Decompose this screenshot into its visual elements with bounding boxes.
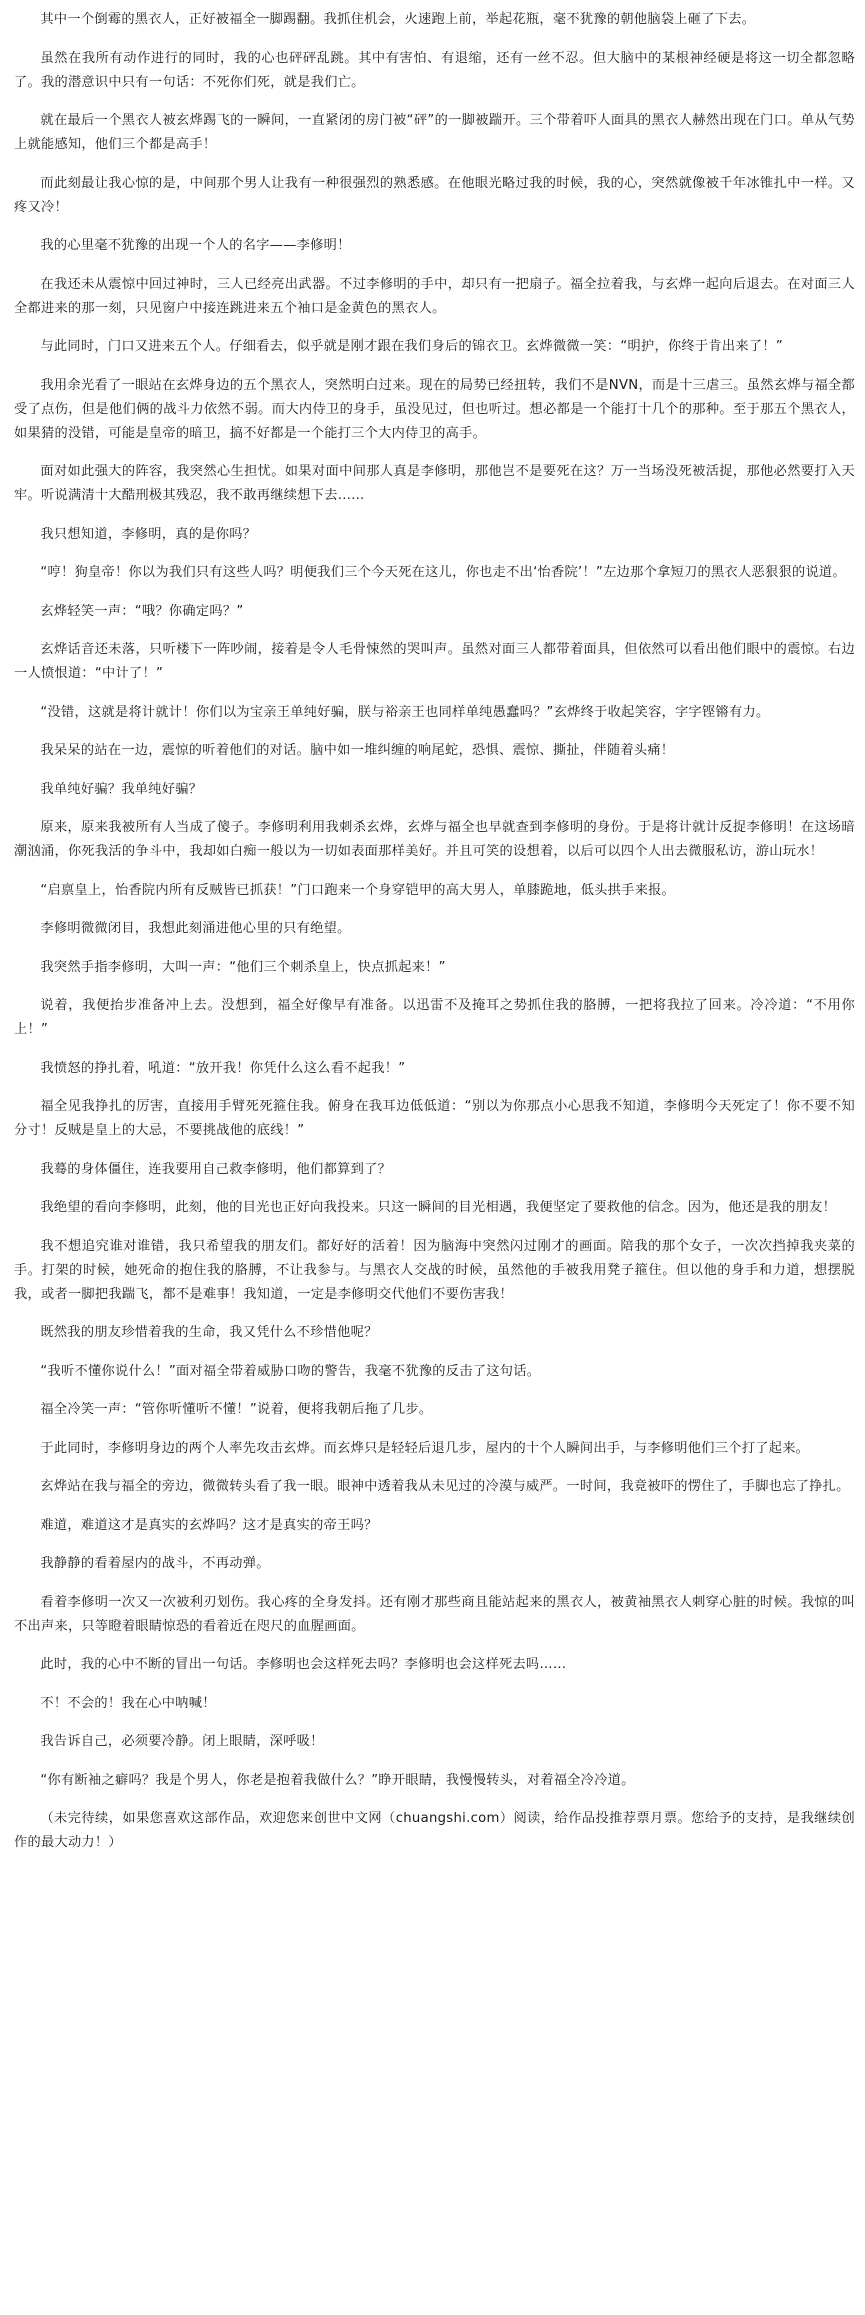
- paragraph: 而此刻最让我心惊的是，中间那个男人让我有一种很强烈的熟悉感。在他眼光略过我的时候，我的心，突然就像被千年冰锥扎中一样。又疼又冷！: [14, 175, 855, 215]
- paragraph: 说着，我便抬步准备冲上去。没想到，福全好像早有准备。以迅雷不及掩耳之势抓住我的胳膊，一把将我拉了回来。冷冷道：“不用你上！”: [14, 998, 855, 1037]
- paragraph: 虽然在我所有动作进行的同时，我的心也砰砰乱跳。其中有害怕、有退缩，还有一丝不忍。但大脑中的某根神经硬是将这一切全都忽略了。我的潜意识中只有一句话：不死你们死，就是我们亡。: [14, 50, 855, 90]
- paragraph: 李修明微微闭目，我想此刻涌进他心里的只有绝望。: [40, 921, 351, 936]
- paragraph: “你有断袖之癖吗？我是个男人，你老是抱着我做什么？”睁开眼睛，我慢慢转头，对着福全冷冷道。: [40, 1772, 635, 1788]
- paragraph: 其中一个倒霉的黑衣人，正好被福全一脚踢翻。我抓住机会，火速跑上前，举起花瓶，毫不犹豫的朝他脑袋上砸了下去。: [40, 12, 756, 27]
- paragraph: 难道，难道这才是真实的玄烨吗？这才是真实的帝王吗？: [40, 1517, 378, 1533]
- paragraph: 就在最后一个黑衣人被玄烨踢飞的一瞬间，一直紧闭的房门被“砰”的一脚被踹开。三个带着吓人面具的黑衣人赫然出现在门口。单从气势上就能感知，他们三个都是高手！: [14, 113, 855, 152]
- paragraph: 我突然手指李修明，大叫一声：“他们三个刺杀皇上，快点抓起来！”: [40, 959, 446, 975]
- paragraph: 原来，原来我被所有人当成了傻子。李修明利用我刺杀玄烨，玄烨与福全也早就查到李修明的身份。于是将计就计反捉李修明！在这场暗潮汹涌，你死我活的争斗中，我却如白痴一般以为一切如表面那样美好。并且可笑的设想着，以后可以四个人出去微服私访，游山玩水！: [14, 820, 855, 859]
- paragraph: 玄烨站在我与福全的旁边，微微转头看了我一眼。眼神中透着我从未见过的冷漠与威严。一时间，我竟被吓的愣住了，手脚也忘了挣扎。: [40, 1479, 850, 1494]
- paragraph: 福全见我挣扎的厉害，直接用手臂死死箍住我。俯身在我耳边低低道：“别以为你那点小心思我不知道，李修明今天死定了！你不要不知分寸！反贼是皇上的大忌，不要挑战他的底线！”: [14, 1099, 855, 1138]
- paragraph: “启禀皇上，怡香院内所有反贼皆已抓获！”门口跑来一个身穿铠甲的高大男人，单膝跪地，低头拱手来报。: [40, 882, 676, 898]
- paragraph: “我听不懂你说什么！”面对福全带着威胁口吻的警告，我毫不犹豫的反击了这句话。: [40, 1363, 541, 1379]
- paragraph: 我呆呆的站在一边，震惊的听着他们的对话。脑中如一堆纠缠的响尾蛇，恐惧、震惊、撕扯，伴随着头痛！: [40, 743, 675, 758]
- paragraph: 此时，我的心中不断的冒出一句话。李修明也会这样死去吗？李修明也会这样死去吗……: [40, 1657, 567, 1672]
- paragraph: 我的心里毫不犹豫的出现一个人的名字——李修明！: [40, 238, 351, 253]
- paragraph: 与此同时，门口又进来五个人。仔细看去，似乎就是刚才跟在我们身后的锦衣卫。玄烨微微一笑：“明护，你终于肯出来了！”: [40, 339, 783, 354]
- paragraph: “哼！狗皇帝！你以为我们只有这些人吗？明便我们三个今天死在这儿，你也走不出‘怡香院’！”左边那个拿短刀的黑衣人恶狠狠的说道。: [40, 565, 846, 580]
- to-be-continued-note: （未完待续，如果您喜欢这部作品，欢迎您来创世中文网（chuangshi.com）阅读，给作品投推荐票月票。您给予的支持，是我继续创作的最大动力！）: [14, 1811, 855, 1850]
- paragraph: 我蓦的身体僵住，连我要用自己救李修明，他们都算到了？: [40, 1161, 392, 1177]
- paragraph: “没错，这就是将计就计！你们以为宝亲王单纯好骗，朕与裕亲王也同样单纯愚蠢吗？”玄烨终于收起笑容，字字铿锵有力。: [40, 704, 770, 720]
- paragraph: 面对如此强大的阵容，我突然心生担忧。如果对面中间那人真是李修明，那他岂不是要死在这？万一当场没死被活捉，那他必然要打入天牢。听说满清十大酷刑极其残忍，我不敢再继续想下去……: [14, 464, 855, 503]
- paragraph: 既然我的朋友珍惜着我的生命，我又凭什么不珍惜他呢？: [40, 1325, 378, 1340]
- paragraph: 于此同时，李修明身边的两个人率先攻击玄烨。而玄烨只是轻轻后退几步，屋内的十个人瞬间出手，与李修明他们三个打了起来。: [40, 1440, 810, 1456]
- paragraph: 我告诉自己，必须要冷静。闭上眼睛，深呼吸！: [40, 1734, 324, 1749]
- paragraph: 福全冷笑一声：“管你听懂听不懂！”说着，便将我朝后拖了几步。: [40, 1402, 433, 1417]
- paragraph: 我单纯好骗？我单纯好骗？: [40, 781, 203, 797]
- paragraph: 玄烨话音还未落，只听楼下一阵吵闹，接着是令人毛骨悚然的哭叫声。虽然对面三人都带着面具，但依然可以看出他们眼中的震惊。右边一人愤恨道：“中计了！”: [14, 642, 855, 681]
- paragraph: 不！不会的！我在心中呐喊！: [40, 1695, 216, 1711]
- paragraph: 看着李修明一次又一次被利刃划伤。我心疼的全身发抖。还有刚才那些商且能站起来的黑衣人，被黄袖黑衣人刺穿心脏的时候。我惊的叫不出声来，只等瞪着眼睛惊恐的看着近在咫尺的血腥画面。: [14, 1594, 855, 1634]
- paragraph: 玄烨轻笑一声：“哦？你确定吗？”: [40, 603, 244, 619]
- paragraph: 我用余光看了一眼站在玄烨身边的五个黑衣人，突然明白过来。现在的局势已经扭转，我们不是NVN，而是十三虐三。虽然玄烨与福全都受了点伤，但是他们俩的战斗力依然不弱。而大内侍卫的身手，虽没见过，但也听过。想必都是一个能打十几个的那种。至于那五个黑衣人，如果猜的没错，可能是皇帝的暗卫，搞不好都是一个能打三个大内侍卫的高手。: [14, 377, 855, 441]
- paragraph: 我愤怒的挣扎着，吼道：“放开我！你凭什么这么看不起我！”: [40, 1060, 406, 1076]
- paragraph: 我只想知道，李修明，真的是你吗？: [40, 526, 257, 542]
- paragraph: 我绝望的看向李修明，此刻，他的目光也正好向我投来。只这一瞬间的目光相遇，我便坚定了要救他的信念。因为，他还是我的朋友！: [40, 1200, 837, 1215]
- paragraph: 我静静的看着屋内的战斗，不再动弹。: [40, 1556, 270, 1571]
- paragraph: 我不想追究谁对谁错，我只希望我的朋友们。都好好的活着！因为脑海中突然闪过刚才的画面。陪我的那个女子，一次次挡掉我夹菜的手。打架的时候，她死命的抱住我的胳膊，不让我参与。与黑衣人交战的时候，虽然他的手被我用凳子箍住。但以他的身手和力道，想摆脱我，或者一脚把我踹飞，都不是难事！我知道，一定是李修明交代他们不要伤害我！: [14, 1238, 855, 1302]
- paragraph: 在我还未从震惊中回过神时，三人已经亮出武器。不过李修明的手中，却只有一把扇子。福全拉着我，与玄烨一起向后退去。在对面三人全都进来的那一刻，只见窗户中接连跳进来五个袖口是金黄色的黑衣人。: [14, 276, 855, 316]
